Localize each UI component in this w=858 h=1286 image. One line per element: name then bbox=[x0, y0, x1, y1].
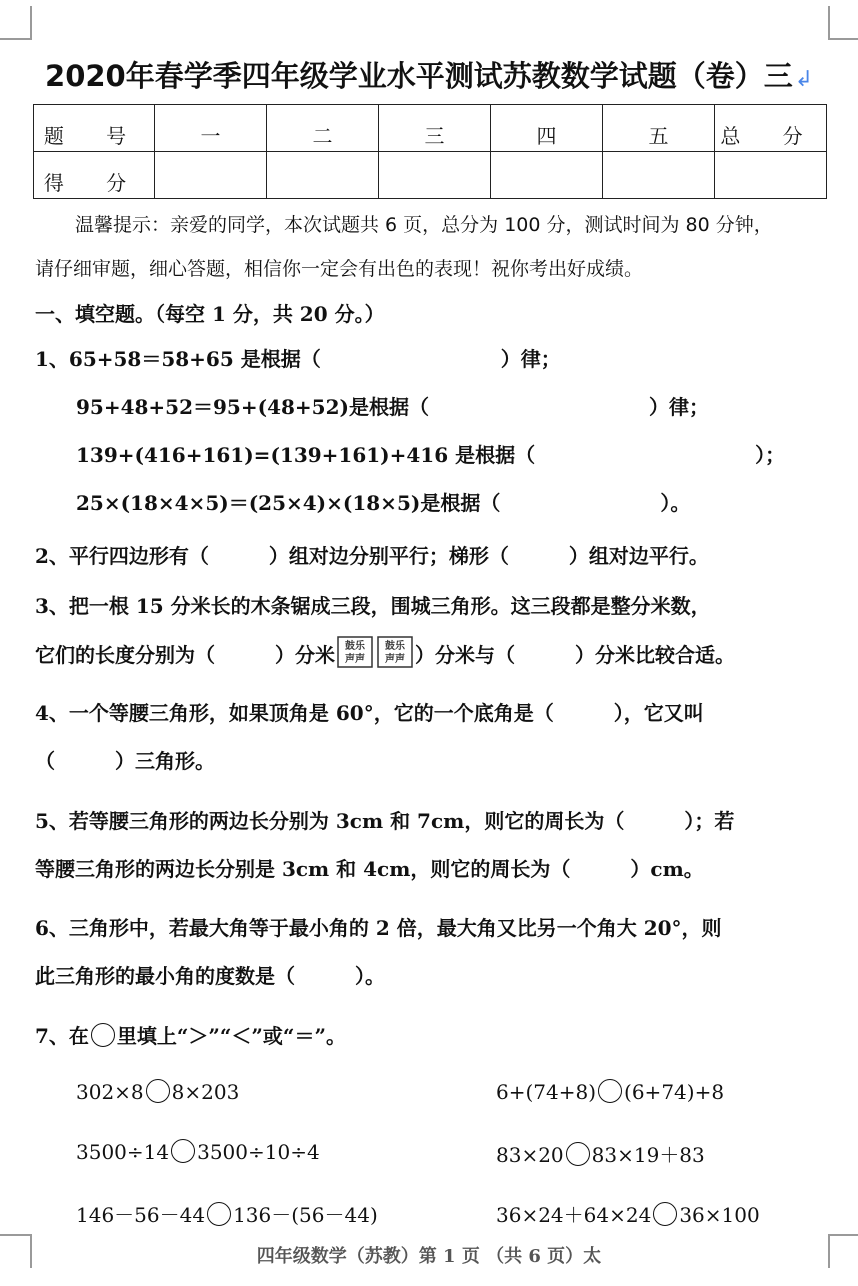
drum-logo-text: 鼓乐 bbox=[345, 641, 365, 652]
score-table-score-row bbox=[34, 152, 827, 199]
comparison-right: 83×19＋83 bbox=[591, 1143, 705, 1167]
score-row-label: 得 分 bbox=[34, 152, 155, 199]
score-input-cell[interactable] bbox=[603, 152, 715, 199]
comparison-item bbox=[496, 1079, 724, 1104]
score-input-cell[interactable] bbox=[379, 152, 491, 199]
question-3-line-2-start: 它们的长度分别为（ ）分米 bbox=[35, 643, 335, 667]
comparison-answer-circle[interactable] bbox=[207, 1202, 231, 1226]
comparison-left: 36×24＋64×24 bbox=[496, 1203, 652, 1227]
crop-mark-top-left-v bbox=[30, 6, 32, 40]
question-6-line-1: 6、三角形中，若最大角等于最小角的 2 倍，最大角又比另一个角大 20°，则 bbox=[35, 916, 722, 940]
question-3-line-2-end: ）分米与（ ）分米比较合适。 bbox=[415, 643, 735, 667]
score-header-cell: 一 bbox=[155, 105, 267, 152]
question-1-line-3: 139+(416+161)=(139+161)+416 是根据（ ）； bbox=[76, 443, 786, 467]
drum-logo-text: 声声 bbox=[345, 654, 365, 665]
comparison-right: 136－(56－44) bbox=[233, 1203, 378, 1227]
question-4-line-1: 4、一个等腰三角形，如果顶角是 60°，它的一个底角是（ ），它又叫 bbox=[35, 701, 704, 725]
drum-logo-text: 声声 bbox=[385, 654, 405, 665]
comparison-left: 302×8 bbox=[76, 1080, 144, 1104]
comparison-item bbox=[496, 1139, 705, 1168]
score-header-cell: 三 bbox=[379, 105, 491, 152]
drum-logo-icon bbox=[337, 636, 373, 668]
page-title bbox=[0, 54, 858, 95]
title-text: 2020年春学季四年级学业水平测试苏教数学试题（卷）三 bbox=[45, 59, 793, 93]
crop-mark-top-left-h bbox=[0, 38, 32, 40]
score-input-cell[interactable] bbox=[491, 152, 603, 199]
score-input-cell[interactable] bbox=[267, 152, 379, 199]
comparison-left: 3500÷14 bbox=[76, 1140, 170, 1164]
comparison-item bbox=[76, 1139, 320, 1164]
paragraph-mark-icon: ↲ bbox=[794, 67, 813, 92]
score-input-cell[interactable] bbox=[715, 152, 827, 199]
comparison-item bbox=[496, 1199, 760, 1228]
crop-mark-top-right-h bbox=[828, 38, 858, 40]
comparison-answer-circle[interactable] bbox=[171, 1139, 195, 1163]
score-input-cell[interactable] bbox=[155, 152, 267, 199]
score-header-cell: 四 bbox=[491, 105, 603, 152]
comparison-right: 3500÷10÷4 bbox=[197, 1140, 320, 1164]
comparison-item bbox=[76, 1199, 378, 1228]
question-5-line-2: 等腰三角形的两边长分别是 3cm 和 4cm，则它的周长为（ ）cm。 bbox=[35, 857, 704, 881]
question-1-line-1: 1、65+58＝58+65 是根据（ ）律； bbox=[35, 347, 561, 371]
score-header-cell: 二 bbox=[267, 105, 379, 152]
question-1-line-2: 95+48+52＝95+(48+52)是根据（ ）律； bbox=[76, 395, 709, 419]
question-7-heading bbox=[35, 1020, 346, 1049]
question-5-line-1: 5、若等腰三角形的两边长分别为 3cm 和 7cm，则它的周长为（ ）；若 bbox=[35, 809, 735, 833]
crop-mark-bottom-right-h bbox=[828, 1234, 858, 1236]
comparison-circle-icon bbox=[91, 1023, 115, 1047]
score-table bbox=[33, 104, 827, 199]
drum-logo-text: 鼓乐 bbox=[385, 641, 405, 652]
question-7-heading-start: 7、在 bbox=[35, 1024, 89, 1048]
comparison-item bbox=[76, 1079, 239, 1104]
comparison-left: 146－56－44 bbox=[76, 1203, 206, 1227]
crop-mark-bottom-left-h bbox=[0, 1234, 32, 1236]
comparison-answer-circle[interactable] bbox=[598, 1079, 622, 1103]
comparison-right: 8×203 bbox=[171, 1080, 240, 1104]
comparison-left: 83×20 bbox=[496, 1143, 564, 1167]
comparison-right: 36×100 bbox=[679, 1203, 760, 1227]
comparison-answer-circle[interactable] bbox=[146, 1079, 170, 1103]
tip-line-1: 温馨提示：亲爱的同学，本次试题共 6 页，总分为 100 分，测试时间为 80 分钟， bbox=[75, 214, 773, 236]
question-7-heading-end: 里填上“＞”“＜”或“＝”。 bbox=[116, 1024, 346, 1048]
question-1-line-4: 25×(18×4×5)＝(25×4)×(18×5)是根据（ ）。 bbox=[76, 491, 691, 515]
comparison-right: (6+74)+8 bbox=[624, 1080, 725, 1104]
section-1-heading: 一、填空题。（每空 1 分，共 20 分。） bbox=[35, 302, 385, 326]
page-footer: 四年级数学（苏教）第 1 页 （共 6 页）太 bbox=[256, 1246, 602, 1267]
drum-logo-icon bbox=[377, 636, 413, 668]
score-header-cell: 总 分 bbox=[715, 105, 827, 152]
crop-mark-top-right-v bbox=[828, 6, 830, 40]
question-4-line-2: （ ）三角形。 bbox=[35, 749, 215, 773]
comparison-answer-circle[interactable] bbox=[653, 1202, 677, 1226]
score-header-cell: 五 bbox=[603, 105, 715, 152]
question-3-line-2 bbox=[35, 636, 735, 668]
tip-line-2: 请仔细审题，细心答题，相信你一定会有出色的表现！祝你考出好成绩。 bbox=[35, 258, 644, 280]
question-3-line-1: 3、把一根 15 分米长的木条锯成三段，围城三角形。这三段都是整分米数， bbox=[35, 594, 711, 618]
score-table-header-row bbox=[34, 105, 827, 152]
question-2: 2、平行四边形有（ ）组对边分别平行；梯形（ ）组对边平行。 bbox=[35, 544, 709, 568]
score-header-cell: 题 号 bbox=[34, 105, 155, 152]
comparison-answer-circle[interactable] bbox=[566, 1142, 590, 1166]
question-6-line-2: 此三角形的最小角的度数是（ ）。 bbox=[35, 964, 385, 988]
comparison-left: 6+(74+8) bbox=[496, 1080, 597, 1104]
